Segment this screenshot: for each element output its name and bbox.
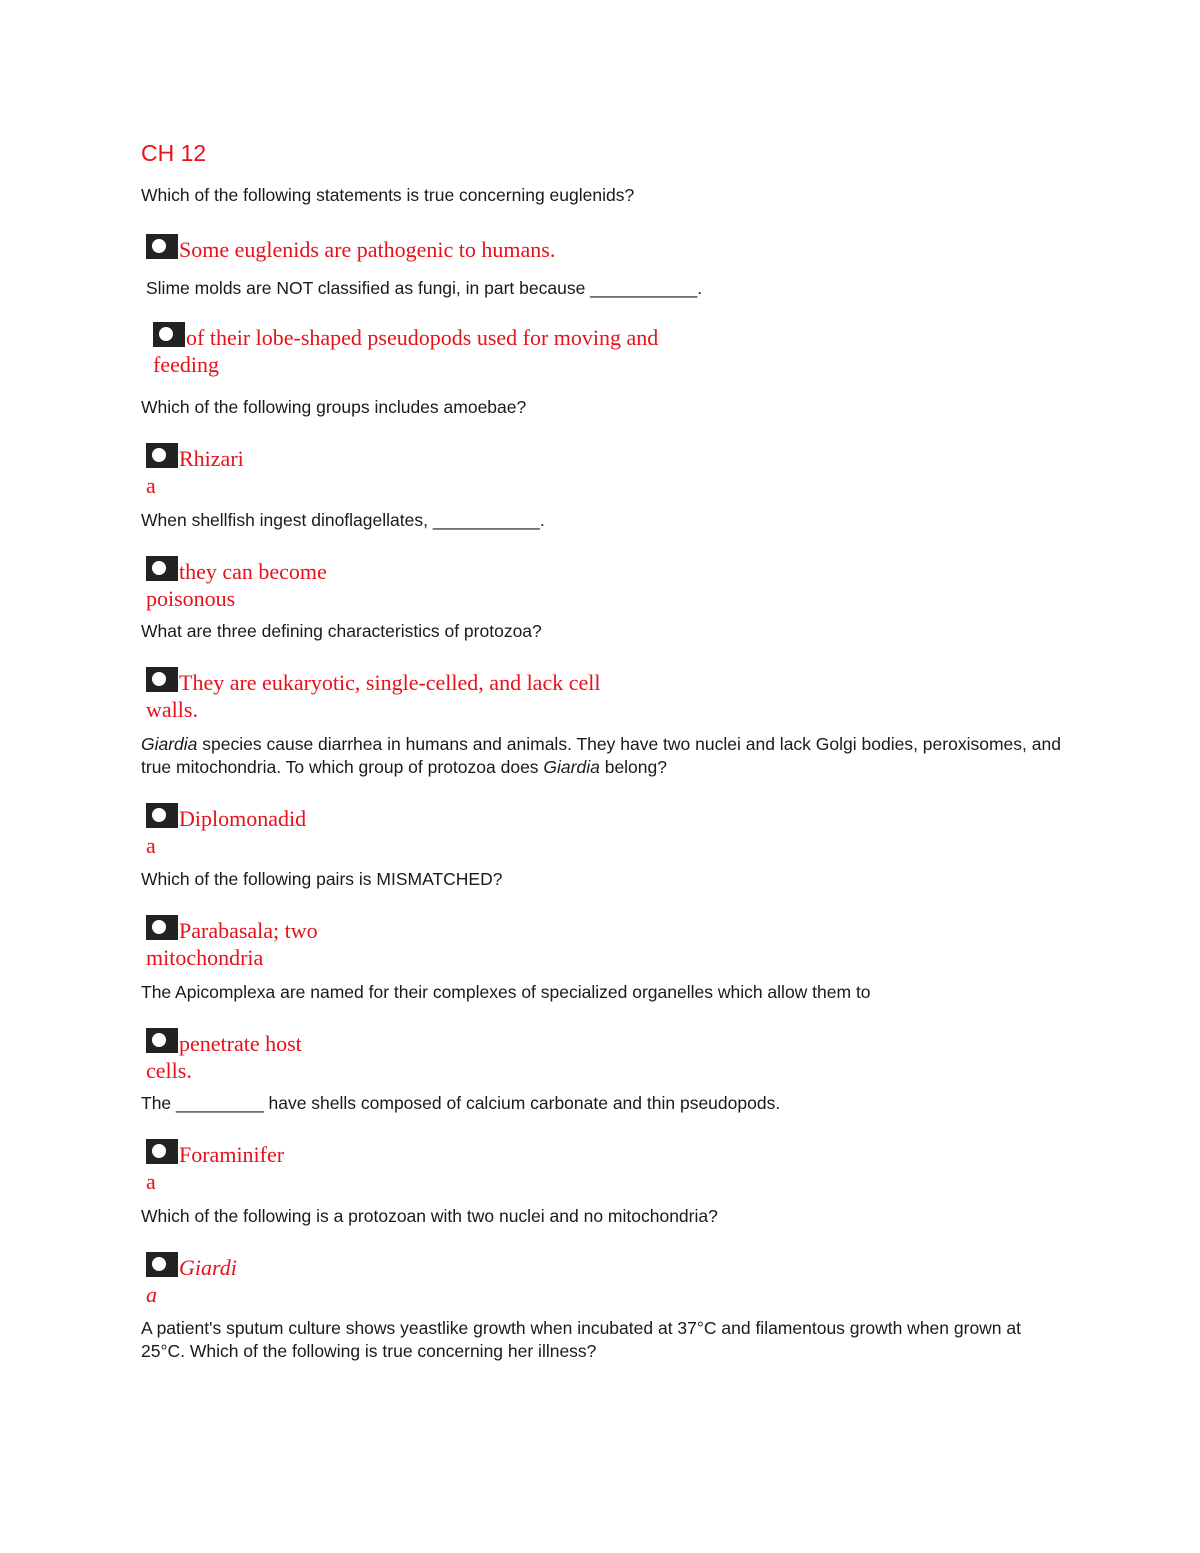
question-6-italic-2: Giardia xyxy=(543,757,600,777)
answer-6[interactable] xyxy=(146,803,306,859)
answer-8[interactable] xyxy=(146,1028,302,1084)
answer-1[interactable] xyxy=(146,234,555,263)
answer-10-text-line2: a xyxy=(146,1282,157,1307)
question-6-end: belong? xyxy=(599,757,667,777)
answer-2[interactable] xyxy=(153,322,713,378)
answer-4-text-line1: they can become xyxy=(179,559,327,584)
answer-2-text-line1: of their lobe-shaped pseudopods used for moving and xyxy=(186,325,659,350)
answer-3-text-line2: a xyxy=(146,473,156,498)
question-6-mid: species cause diarrhea in humans and animals. They have two nuclei and lack Golgi bodies, peroxisomes, and true mitochondria. To which group of protozoa does xyxy=(141,734,1061,777)
question-7: Which of the following pairs is MISMATCHED? xyxy=(141,869,503,889)
radio-selected-icon[interactable] xyxy=(146,915,178,940)
question-3: Which of the following groups includes amoebae? xyxy=(141,397,527,417)
answer-5-text-line2: walls. xyxy=(146,697,198,722)
question-6-italic-1: Giardia xyxy=(141,734,198,754)
radio-selected-icon[interactable] xyxy=(146,556,178,581)
question-11: A patient's sputum culture shows yeastlike growth when incubated at 37°C and filamentous growth when grown at 25°C. Which of the following is true concerning her illness? xyxy=(141,1318,1021,1361)
question-4: When shellfish ingest dinoflagellates, ___________. xyxy=(141,510,545,530)
answer-5[interactable] xyxy=(146,667,706,723)
answer-8-text-line2: cells. xyxy=(146,1058,192,1083)
question-9: The _________ have shells composed of calcium carbonate and thin pseudopods. xyxy=(141,1093,781,1113)
answer-9-text-line1: Foraminifer xyxy=(179,1142,285,1167)
answer-6-text-line1: Diplomonadid xyxy=(179,806,307,831)
answer-2-text-line2: feeding xyxy=(153,352,219,377)
answer-1-text: Some euglenids are pathogenic to humans. xyxy=(179,237,556,262)
radio-selected-icon[interactable] xyxy=(153,322,185,347)
question-5: What are three defining characteristics of protozoa? xyxy=(141,621,542,641)
answer-7[interactable] xyxy=(146,915,318,971)
chapter-heading: CH 12 xyxy=(141,140,207,166)
radio-selected-icon[interactable] xyxy=(146,234,178,259)
answer-8-text-line1: penetrate host xyxy=(179,1031,302,1056)
answer-9[interactable] xyxy=(146,1139,284,1195)
answer-5-text-line1: They are eukaryotic, single-celled, and lack cell xyxy=(179,670,601,695)
answer-3-text-line1: Rhizari xyxy=(179,446,244,471)
radio-selected-icon[interactable] xyxy=(146,443,178,468)
answer-7-text-line2: mitochondria xyxy=(146,945,264,970)
question-1: Which of the following statements is true concerning euglenids? xyxy=(141,185,635,205)
answer-10[interactable] xyxy=(146,1252,237,1308)
answer-10-text-line1: Giardi xyxy=(179,1255,237,1280)
answer-4-text-line2: poisonous xyxy=(146,586,236,611)
question-8: The Apicomplexa are named for their complexes of specialized organelles which allow them to xyxy=(141,982,871,1002)
answer-4[interactable] xyxy=(146,556,327,612)
radio-selected-icon[interactable] xyxy=(146,667,178,692)
question-10: Which of the following is a protozoan with two nuclei and no mitochondria? xyxy=(141,1206,718,1226)
answer-3[interactable] xyxy=(146,443,244,499)
radio-selected-icon[interactable] xyxy=(146,803,178,828)
radio-selected-icon[interactable] xyxy=(146,1252,178,1277)
question-6 xyxy=(141,733,1061,779)
radio-selected-icon[interactable] xyxy=(146,1139,178,1164)
answer-6-text-line2: a xyxy=(146,833,156,858)
answer-9-text-line2: a xyxy=(146,1169,156,1194)
question-2: Slime molds are NOT classified as fungi, in part because ___________. xyxy=(146,278,703,298)
answer-7-text-line1: Parabasala; two xyxy=(179,918,318,943)
radio-selected-icon[interactable] xyxy=(146,1028,178,1053)
